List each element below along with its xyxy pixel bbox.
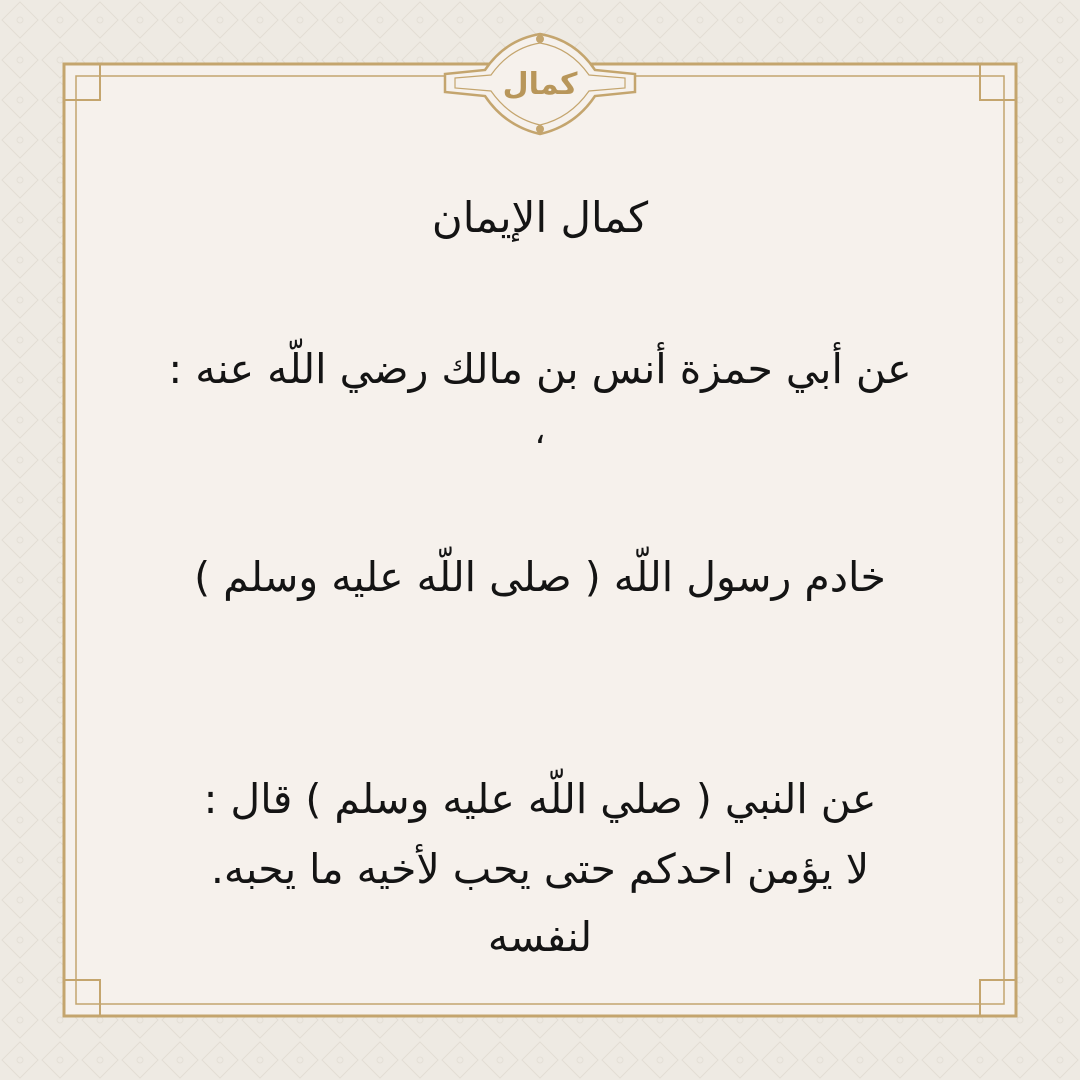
calligraphy-ornament [435,30,645,138]
text-line-hadith-end: لنفسه [487,913,593,961]
text-line-servant: خادم رسول اللّه ( صلى اللّه عليه وسلم ) [194,553,886,601]
text-line-hadith: لا يؤمن احدكم حتى يحب لأخيه ما يحبه. [210,845,870,893]
page-title: كمال الإيمان [431,193,649,242]
text-line-narrator: عن أبي حمزة أنس بن مالك رضي اللّه عنه : [168,345,912,393]
ornament-text: كمال [502,67,578,102]
text-line-prophet-said: عن النبي ( صلي اللّه عليه وسلم ) قال : [203,775,877,823]
text-line-comma: ، [534,412,546,452]
